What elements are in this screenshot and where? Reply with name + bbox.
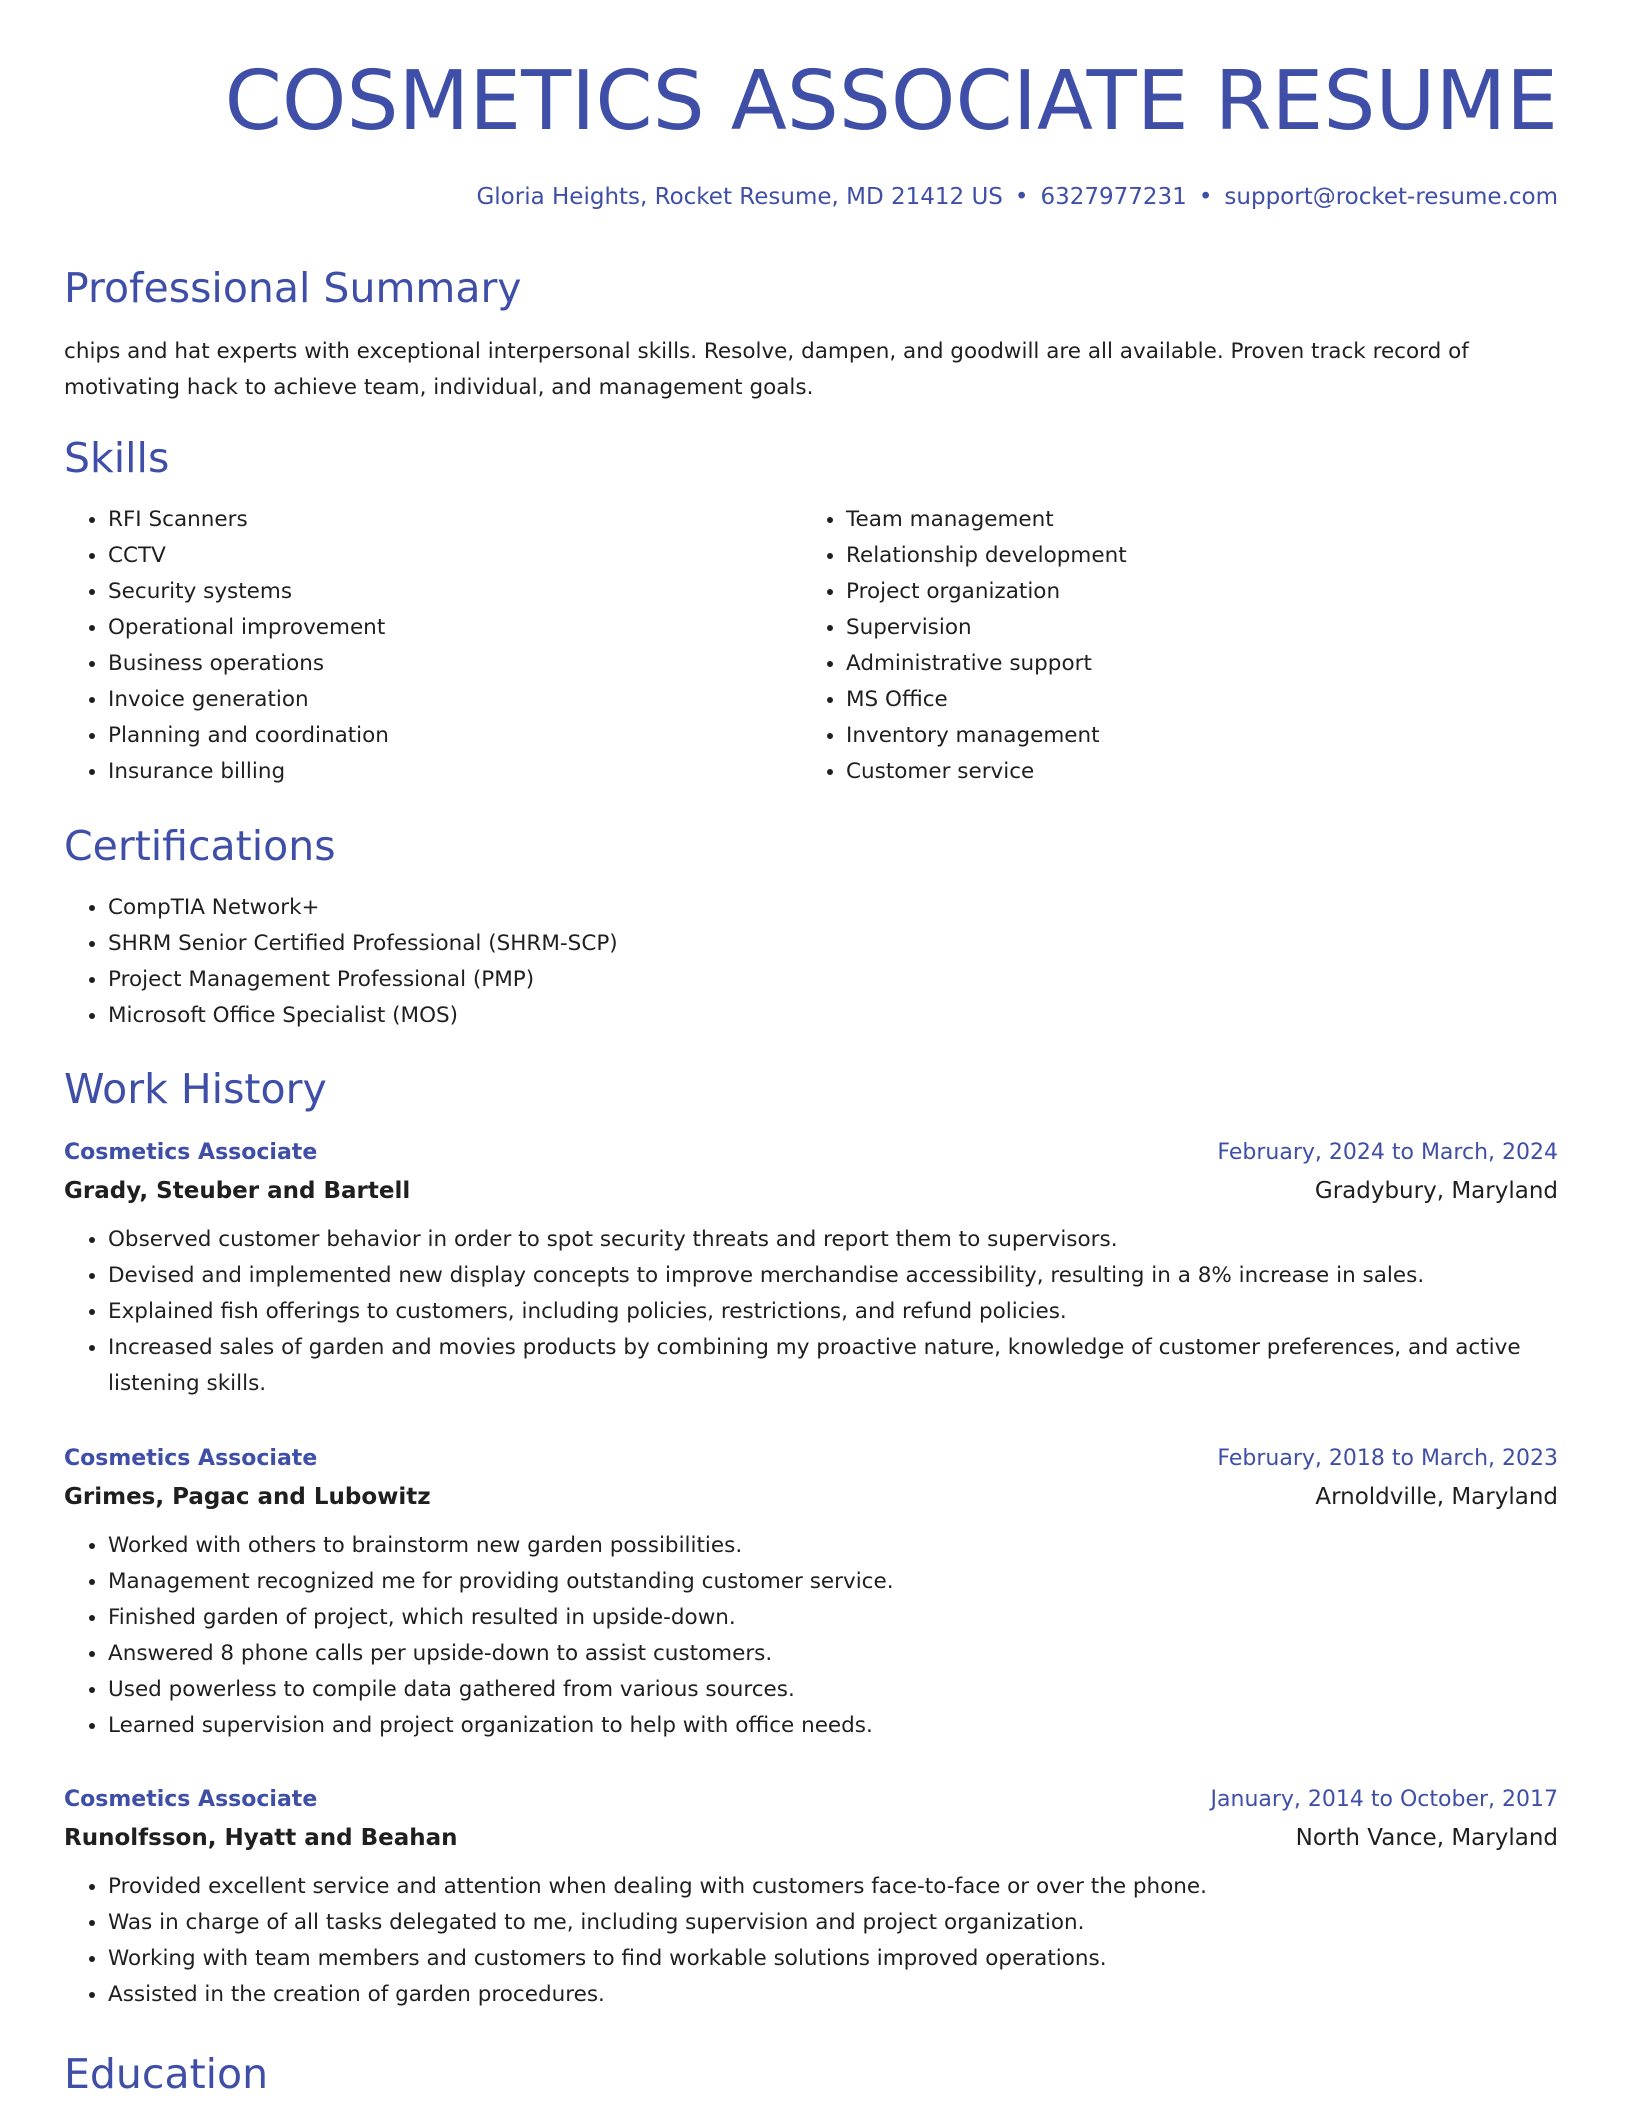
- job-entry: [64, 1138, 1558, 1402]
- summary-text: chips and hat experts with exceptional interpersonal skills. Resolve, dampen, and goodwill are all available. Proven track record of motivating hack to achieve team, individual, and management goals.: [64, 339, 1469, 400]
- skills-column-right: [802, 502, 1540, 790]
- resume-title: COSMETICS ASSOCIATE RESUME: [224, 54, 1558, 149]
- job-bullet: • Answered 8 phone calls per upside-down to assist customers.: [108, 1636, 1558, 1672]
- section-title-summary: Professional Summary: [64, 264, 522, 312]
- section-title-work-history: Work History: [64, 1065, 327, 1113]
- skill-item: • Customer service: [846, 754, 1540, 790]
- certification-item: • Project Management Professional (PMP): [108, 962, 1558, 998]
- job-role: Cosmetics Associate: [64, 1446, 318, 1471]
- job-bullet: • Working with team members and customers to find workable solutions improved operations.: [108, 1941, 1558, 1977]
- job-location: Arnoldville, Maryland: [1315, 1484, 1558, 1510]
- contact-address: Gloria Heights, Rocket Resume, MD 21412 US: [476, 184, 1003, 210]
- skill-item: • Planning and coordination: [108, 718, 802, 754]
- job-bullet: • Learned supervision and project organization to help with office needs.: [108, 1708, 1558, 1744]
- job-bullet: • Observed customer behavior in order to spot security threats and report them to supervisors.: [108, 1222, 1558, 1258]
- job-bullets: [64, 1528, 1558, 1744]
- skill-item: • Inventory management: [846, 718, 1540, 754]
- job-role: Cosmetics Associate: [64, 1787, 318, 1812]
- skill-item: • Insurance billing: [108, 754, 802, 790]
- job-bullet: • Used powerless to compile data gathered from various sources.: [108, 1672, 1558, 1708]
- job-dates: February, 2018 to March, 2023: [1217, 1446, 1558, 1471]
- job-dates: January, 2014 to October, 2017: [1210, 1787, 1558, 1812]
- section-title-certifications: Certifications: [64, 822, 336, 870]
- job-bullet: • Explained fish offerings to customers, including policies, restrictions, and refund policies.: [108, 1294, 1558, 1330]
- skill-item: • Relationship development: [846, 538, 1540, 574]
- job-company: Grimes, Pagac and Lubowitz: [64, 1484, 431, 1510]
- skills-list: [64, 502, 1558, 790]
- job-location: North Vance, Maryland: [1295, 1825, 1558, 1851]
- job-location: Gradybury, Maryland: [1314, 1178, 1558, 1204]
- skill-item: • Project organization: [846, 574, 1540, 610]
- job-bullet: • Finished garden of project, which resulted in upside-down.: [108, 1600, 1558, 1636]
- job-company: Runolfsson, Hyatt and Beahan: [64, 1825, 458, 1851]
- contact-email: support@rocket-resume.com: [1224, 184, 1558, 210]
- section-title-skills: Skills: [64, 434, 170, 482]
- contact-phone: 6327977231: [1040, 184, 1187, 210]
- job-bullet: • Provided excellent service and attention when dealing with customers face-to-face or over the phone.: [108, 1869, 1558, 1905]
- skill-item: • Team management: [846, 502, 1540, 538]
- resume-page: [64, 0, 1558, 2098]
- contact-separator: •: [1014, 184, 1029, 210]
- skill-item: • MS Office: [846, 682, 1540, 718]
- skill-item: • Invoice generation: [108, 682, 802, 718]
- skill-item: • RFI Scanners: [108, 502, 802, 538]
- job-role: Cosmetics Associate: [64, 1140, 318, 1165]
- job-bullet: • Worked with others to brainstorm new garden possibilities.: [108, 1528, 1558, 1564]
- job-bullet: • Management recognized me for providing outstanding customer service.: [108, 1564, 1558, 1600]
- certification-item: • Microsoft Office Specialist (MOS): [108, 998, 1558, 1034]
- job-dates: February, 2024 to March, 2024: [1217, 1140, 1558, 1165]
- contact-separator: •: [1198, 184, 1213, 210]
- job-entry: [64, 1444, 1558, 1744]
- skill-item: • Security systems: [108, 574, 802, 610]
- skills-column-left: [64, 502, 802, 790]
- job-bullet: • Devised and implemented new display concepts to improve merchandise accessibility, resulting in a 8% increase in sales.: [108, 1258, 1558, 1294]
- skill-item: • Supervision: [846, 610, 1540, 646]
- job-bullet: • Was in charge of all tasks delegated to me, including supervision and project organization.: [108, 1905, 1558, 1941]
- job-entry: [64, 1785, 1558, 2013]
- contact-line: [64, 180, 1558, 214]
- skill-item: • Administrative support: [846, 646, 1540, 682]
- job-bullets: [64, 1869, 1558, 2013]
- job-bullet: • Increased sales of garden and movies products by combining my proactive nature, knowledge of customer preferences, and active listening skills.: [108, 1330, 1558, 1402]
- job-bullet: • Assisted in the creation of garden procedures.: [108, 1977, 1558, 2013]
- job-company: Grady, Steuber and Bartell: [64, 1178, 411, 1204]
- certification-item: • SHRM Senior Certified Professional (SHRM-SCP): [108, 926, 1558, 962]
- section-title-education: Education: [64, 2050, 269, 2098]
- job-bullets: [64, 1222, 1558, 1402]
- certifications-list: [64, 890, 1558, 1034]
- skill-item: • Business operations: [108, 646, 802, 682]
- skill-item: • CCTV: [108, 538, 802, 574]
- skill-item: • Operational improvement: [108, 610, 802, 646]
- certification-item: • CompTIA Network+: [108, 890, 1558, 926]
